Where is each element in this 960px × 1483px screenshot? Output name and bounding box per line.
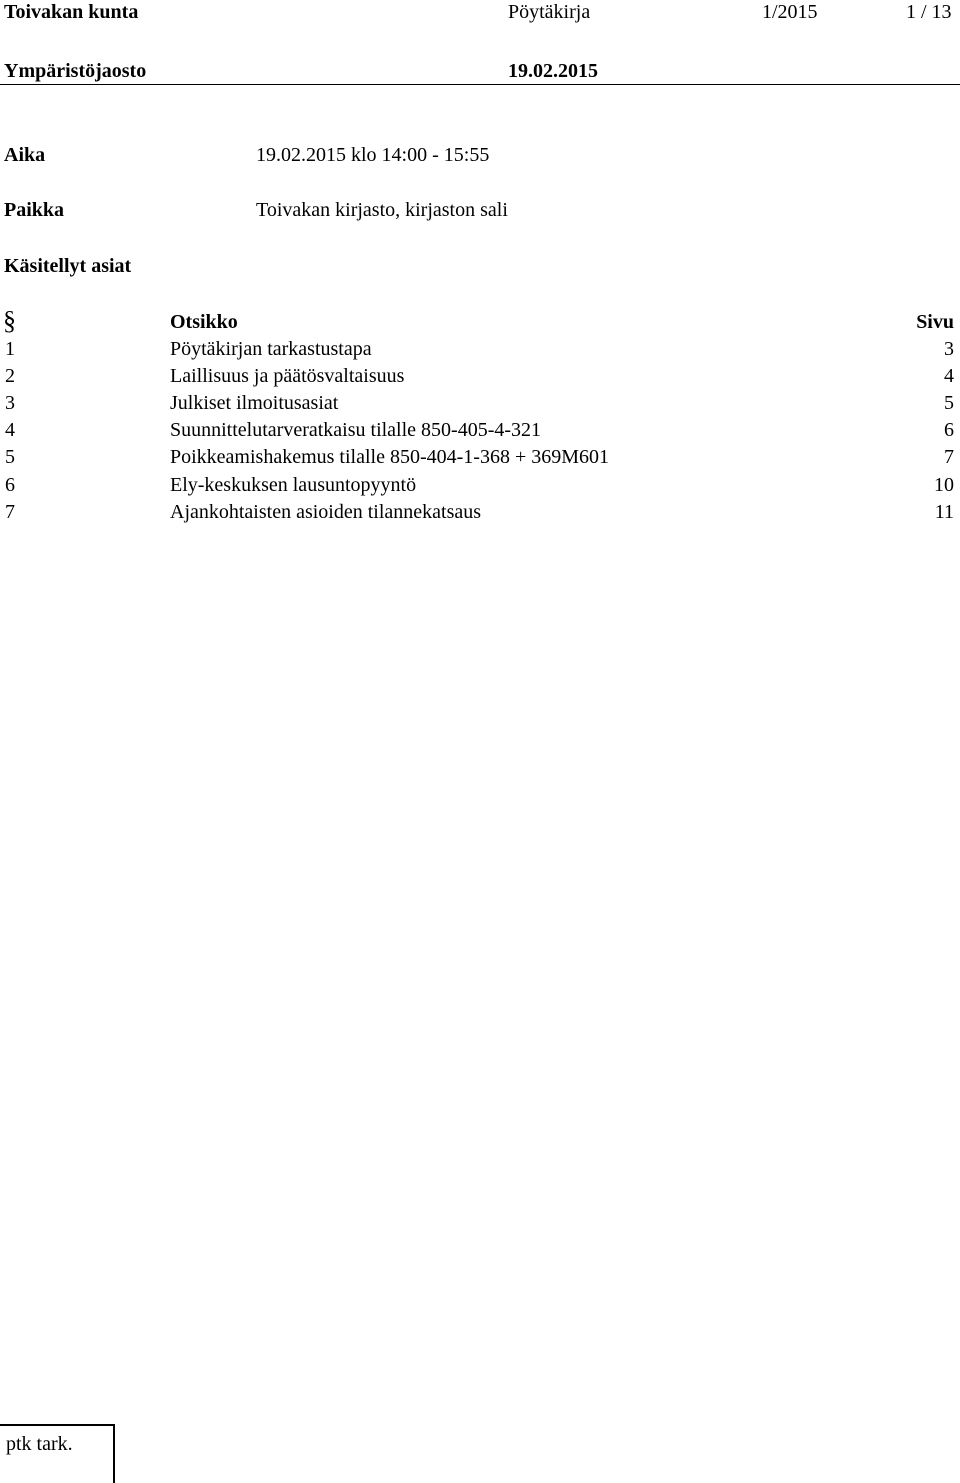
row-title: Suunnittelutarveratkaisu tilalle 850-405-4-321 bbox=[170, 419, 542, 441]
place-label: Paikka bbox=[4, 199, 65, 221]
row-number: 3 bbox=[5, 392, 15, 414]
department-name: Ympäristöjaosto bbox=[4, 60, 147, 82]
column-header-page: Sivu bbox=[916, 311, 954, 333]
row-number: 5 bbox=[5, 446, 15, 468]
row-title: Julkiset ilmoitusasiat bbox=[170, 392, 339, 414]
row-title: Laillisuus ja päätösvaltaisuus bbox=[170, 365, 405, 387]
row-page: 11 bbox=[934, 501, 954, 523]
time-value: 19.02.2015 klo 14:00 - 15:55 bbox=[256, 144, 490, 166]
row-title: Ajankohtaisten asioiden tilannekatsaus bbox=[170, 501, 482, 523]
row-number: 7 bbox=[5, 501, 15, 523]
row-page: 6 bbox=[944, 419, 954, 441]
row-number: 4 bbox=[5, 419, 15, 441]
row-page: 7 bbox=[944, 446, 954, 468]
place-value: Toivakan kirjasto, kirjaston sali bbox=[256, 199, 508, 221]
page-indicator: 1 / 13 bbox=[906, 1, 952, 23]
row-page: 5 bbox=[944, 392, 954, 414]
row-page: 4 bbox=[944, 365, 954, 387]
header-date: 19.02.2015 bbox=[508, 60, 598, 82]
organization-name: Toivakan kunta bbox=[4, 1, 139, 23]
row-number: 2 bbox=[5, 365, 15, 387]
row-title: Poikkeamishakemus tilalle 850-404-1-368 + 369M601 bbox=[170, 446, 610, 468]
section-sign-icon: § bbox=[3, 306, 16, 335]
inspection-label: ptk tark. bbox=[6, 1433, 73, 1455]
document-number: 1/2015 bbox=[762, 1, 818, 23]
inspection-box bbox=[0, 1424, 115, 1483]
row-page: 10 bbox=[934, 474, 954, 496]
document-type: Pöytäkirja bbox=[508, 1, 591, 23]
row-number: 1 bbox=[5, 338, 15, 360]
row-title: Pöytäkirjan tarkastustapa bbox=[170, 338, 372, 360]
agenda-title: Käsitellyt asiat bbox=[4, 255, 132, 277]
time-label: Aika bbox=[4, 144, 46, 166]
row-title: Ely-keskuksen lausuntopyyntö bbox=[170, 474, 417, 496]
row-number: 6 bbox=[5, 474, 15, 496]
header-divider bbox=[0, 84, 960, 85]
row-page: 3 bbox=[944, 338, 954, 360]
column-header-title: Otsikko bbox=[170, 311, 238, 333]
